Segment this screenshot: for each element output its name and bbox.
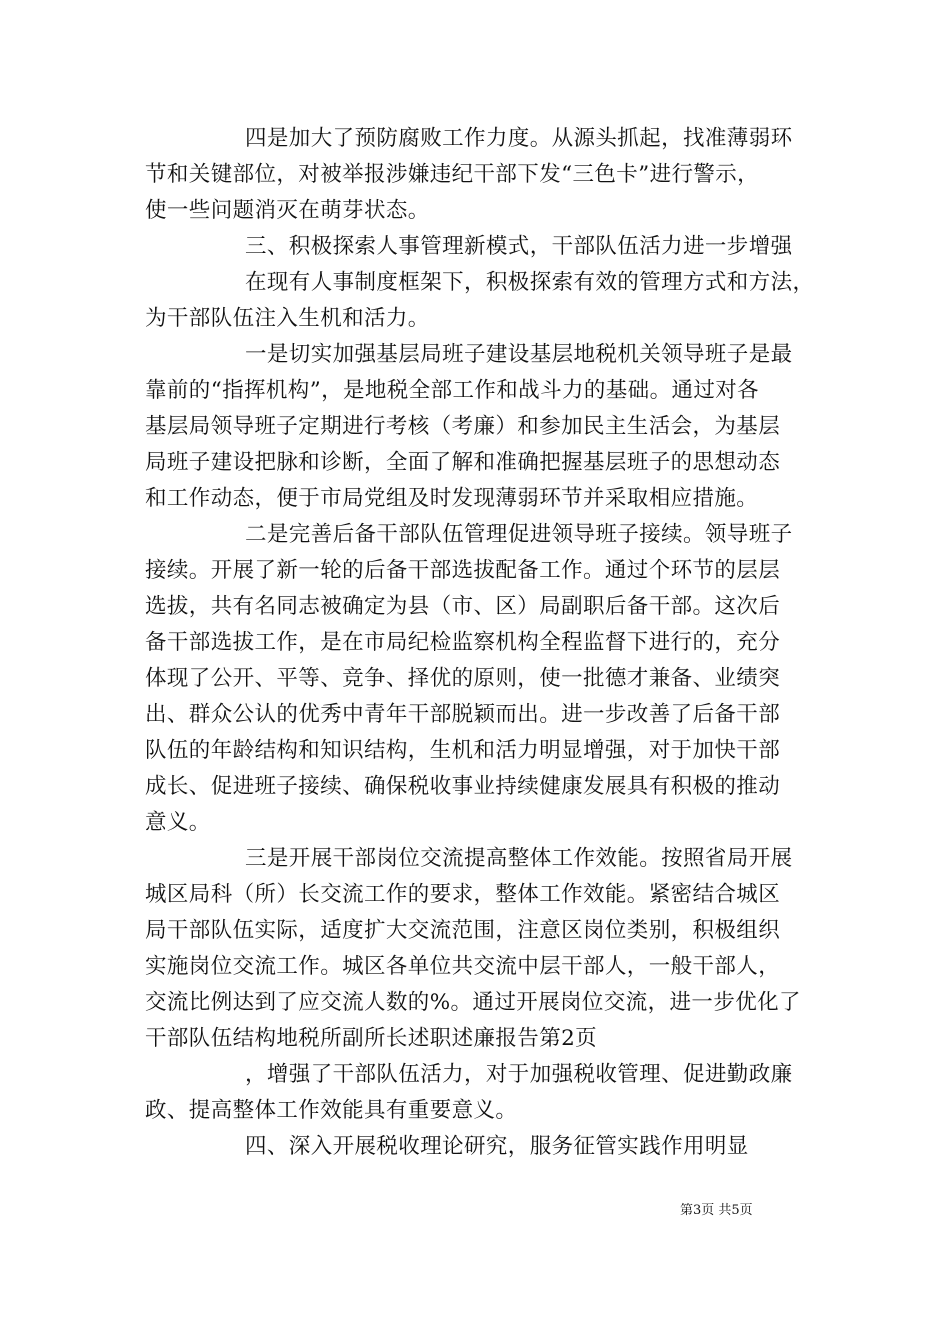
text-line: 体现了公开、平等、竞争、择优的原则，使一批德才兼备、业绩突 <box>145 666 781 691</box>
text-line: 三、积极探索人事管理新模式，干部队伍活力进一步增强 <box>245 234 793 259</box>
text-line: 备干部选拔工作，是在市局纪检监察机构全程监督下进行的，充分 <box>145 630 781 655</box>
text-line: 实施岗位交流工作。城区各单位共交流中层干部人，一般干部人， <box>145 954 781 979</box>
text-line: 城区局科（所）长交流工作的要求，整体工作效能。紧密结合城区 <box>145 882 781 907</box>
text-line: 使一些问题消灭在萌芽状态。 <box>145 198 430 223</box>
text-line: 和工作动态，便于市局党组及时发现薄弱环节并采取相应措施。 <box>145 486 759 511</box>
text-line: 节和关键部位，对被举报涉嫌违纪干部下发“三色卡”进行警示， <box>145 162 760 187</box>
text-line: 四是加大了预防腐败工作力度。从源头抓起，找准薄弱环 <box>245 126 793 151</box>
text-line: 四、深入开展税收理论研究，服务征管实践作用明显 <box>245 1134 749 1159</box>
text-line: 靠前的“指挥机构”，是地税全部工作和战斗力的基础。通过对各 <box>145 378 760 403</box>
text-line: 队伍的年龄结构和知识结构，生机和活力明显增强，对于加快干部 <box>145 738 781 763</box>
text-line: 出、群众公认的优秀中青年干部脱颖而出。进一步改善了后备干部 <box>145 702 781 727</box>
text-line: 基层局领导班子定期进行考核（考廉）和参加民主生活会，为基层 <box>145 414 781 439</box>
text-line: 在现有人事制度框架下，积极探索有效的管理方式和方法， <box>245 270 815 295</box>
text-line: 交流比例达到了应交流人数的%。通过开展岗位交流，进一步优化了 <box>145 990 801 1015</box>
text-line: 一是切实加强基层局班子建设基层地税机关领导班子是最 <box>245 342 793 367</box>
text-line: 局班子建设把脉和诊断，全面了解和准确把握基层班子的思想动态 <box>145 450 781 475</box>
text-line: 接续。开展了新一轮的后备干部选拔配备工作。通过个环节的层层 <box>145 558 781 583</box>
text-line: 成长、促进班子接续、确保税收事业持续健康发展具有积极的推动 <box>145 774 781 799</box>
text-line: ，增强了干部队伍活力，对于加强税收管理、促进勤政廉 <box>245 1062 793 1087</box>
text-line: 二是完善后备干部队伍管理促进领导班子接续。领导班子 <box>245 522 793 547</box>
page-number: 第3页 共5页 <box>680 1203 753 1218</box>
text-line: 意义。 <box>145 810 211 835</box>
text-line: 为干部队伍注入生机和活力。 <box>145 306 430 331</box>
text-line: 政、提高整体工作效能具有重要意义。 <box>145 1098 518 1123</box>
text-line: 选拔，共有名同志被确定为县（市、区）局副职后备干部。这次后 <box>145 594 781 619</box>
text-line: 三是开展干部岗位交流提高整体工作效能。按照省局开展 <box>245 846 793 871</box>
text-line: 局干部队伍实际，适度扩大交流范围，注意区岗位类别，积极组织 <box>145 918 781 943</box>
text-line: 干部队伍结构地税所副所长述职述廉报告第2页 <box>145 1026 598 1051</box>
